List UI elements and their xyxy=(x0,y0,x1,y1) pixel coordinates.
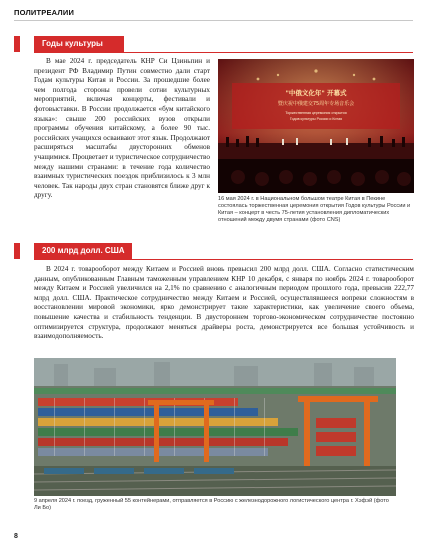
header-divider xyxy=(14,20,413,21)
banner-line-1: "中俄文化年" 开幕式 xyxy=(285,89,347,97)
section-divider xyxy=(34,52,413,53)
concert-photo xyxy=(218,59,414,193)
banner-line-2: 暨庆祝中俄建交75周年专场音乐会 xyxy=(277,101,355,107)
culture-paragraph: В мае 2024 г. председатель КНР Си Цзиньпин и президент РФ Владимир Путин совместно дали старт Годам культуры Китая и России. За прошедшие более чем полгода стороны провели сотни культурных мероприятий, включая концерты, фестивали и фотовыставки. В России продолжается «бум китайского языка»: свыше 200 российских вузов открыли программы обучения китайскому, а более 90 тыс. российских учащихся осваивают этот язык. Продолжают расширяться масштабы двусторонних обменов учащимися. Процветает и туристическое сотрудничество между нашими странами: в течение года количество взаимных туристических поездок приблизилось к 3 млн человек. Так народы двух стран становятся ближе друг к другу. xyxy=(34,57,210,200)
trade-article-text xyxy=(34,265,414,342)
culture-article-text xyxy=(34,57,210,201)
concert-photo-caption: 16 мая 2024 г. в Национальном большом театре Китая в Пекине состоялась торжественная церемония открытия Годов культуры России и Китая – концерт в честь 75-летия установления дипломатических отношений между двумя странами (фото CNS) xyxy=(218,196,411,223)
banner-line-3: Торжественная церемония открытия xyxy=(285,111,347,115)
railway-photo-caption: 9 апреля 2024 г. поезд, груженный 55 контейнерами, отправляется в Россию с железнодорожного логистического центра г. Хэфэй (фото Ли Бо) xyxy=(34,498,389,511)
railway-photo xyxy=(34,358,396,496)
trade-paragraph: В 2024 г. товарооборот между Китаем и Россией вновь превысил 200 млрд долл. США. Согласно статистическим данным, опубликованным Главным таможенным управлением КНР 10 декабря, с января по ноябрь 2024 г. товарооборот между Китаем и Россией увеличился на 2,1% по сравнению с аналогичным периодом прошлого года, превысив 222,77 млрд долл. США. Практическое сотрудничество между Китаем и Россией, осуществлявшееся вопреки сложностям в восстановлении мировой экономики, ярко демонстрирует такие характеристики, как увеличение своего объема, повышение качества и стабильность тенденции. В двустороннем торгово-экономическом сотрудничестве постоянно оптимизируется структура, продолжают меняться драйверы роста, демонстрируется все большая устойчивость и взаимодополняемость. xyxy=(34,265,414,341)
concert-photo-image xyxy=(218,59,414,193)
section-title-culture: Годы культуры xyxy=(34,36,124,52)
section-title-trade: 200 млрд долл. США xyxy=(34,243,132,259)
section-divider xyxy=(34,259,413,260)
railway-photo-image xyxy=(34,358,396,496)
section-marker xyxy=(14,36,20,52)
banner-line-4: Годов культуры России и Китая xyxy=(289,117,343,121)
section-marker xyxy=(14,243,20,259)
section-header-label: ПОЛИТРЕАЛИИ xyxy=(14,8,75,17)
page-number: 8 xyxy=(14,533,18,540)
